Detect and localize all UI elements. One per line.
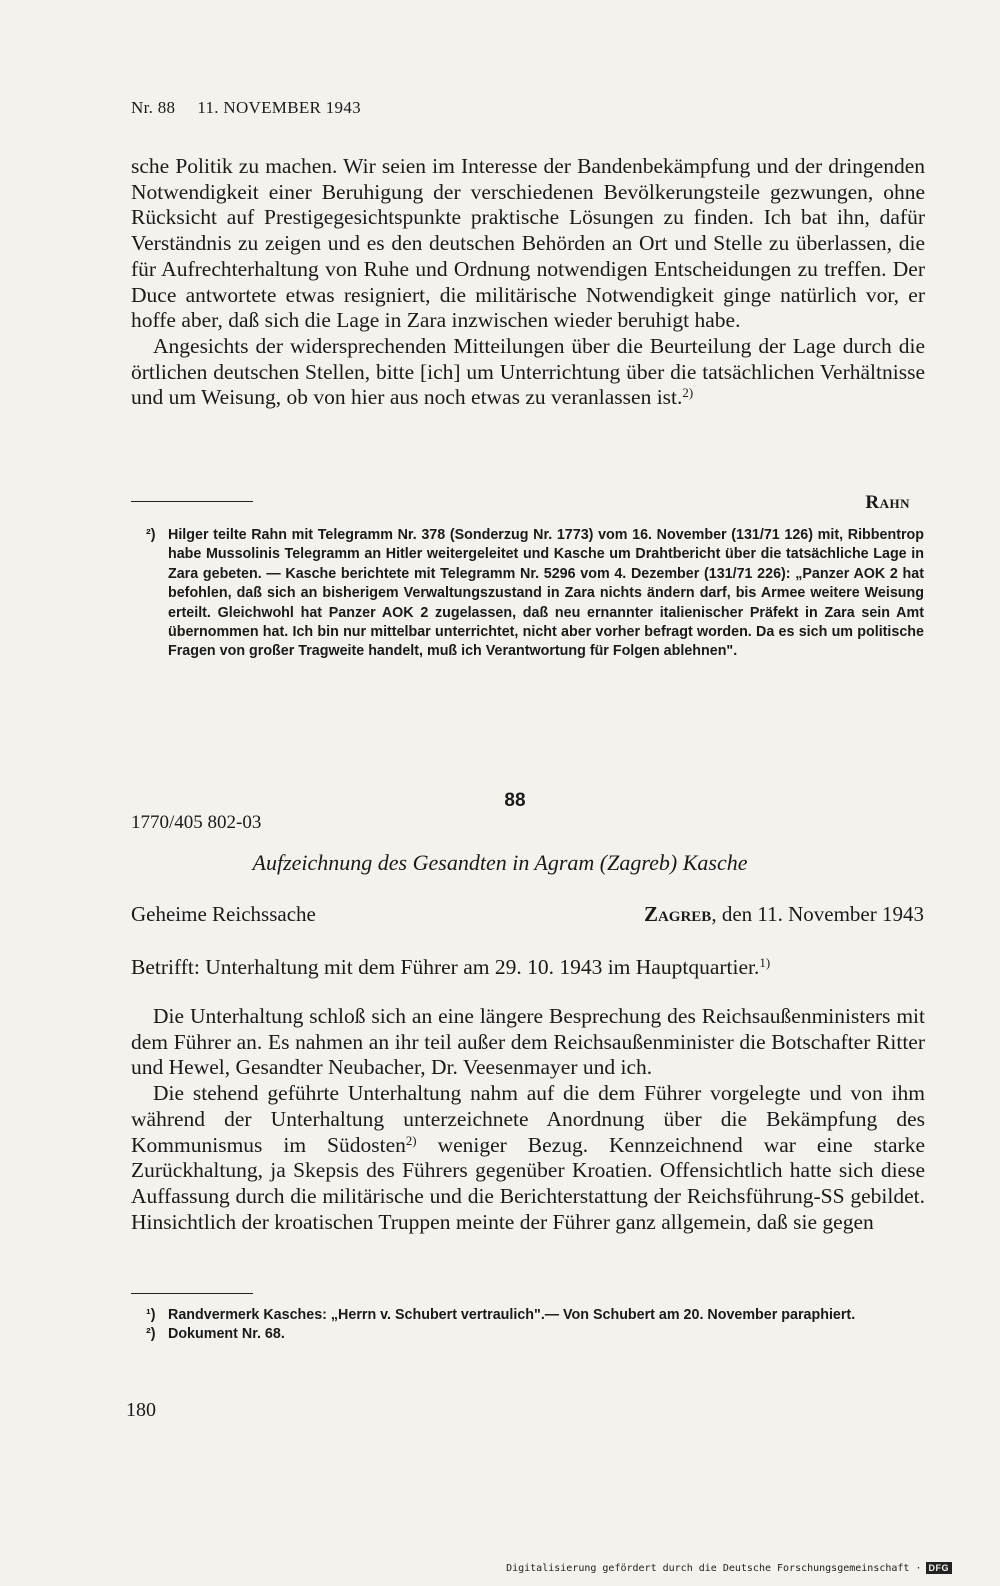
footnote-text: Hilger teilte Rahn mit Telegramm Nr. 378 (Sonderzug Nr. 1773) vom 16. November (131/71 126) mit, Ribbentrop habe Mussolinis Telegramm an Hitler weitergeleitet und Kasche um Drahtbericht über die tatsächliche Lage in Zara gebeten. — Kasche berichtete mit Telegramm Nr. 5296 vom 4. Dezember (131/71 226): „Panzer AOK 2 hat befohlen, daß sich an bisherigem Verwaltungszustand in Zara nichts ändern darf, bis Armee weitere Weisung erteilt. Gleichwohl hat Panzer AOK 2 zugelassen, daß neu ernannter italienischer Präfekt in Zara sein Amt übernommen hat. Ich bin nur mittelbar unterrichtet, nicht aber vorher befragt worden. Da es sich um politische Fragen von großer Tragweite handelt, muß ich Verantwortung für Folgen ablehnen". — [168, 527, 924, 660]
footnote — [146, 1325, 924, 1344]
footnotes-section — [146, 526, 924, 662]
paragraph-text: Angesichts der widersprechenden Mitteilungen über die Beurteilung der Lage durch die örtlichen deutschen Stellen, bitte [ich] um Unterrichtung über die tatsächlichen Verhältnisse und um Weisung, ob von hier aus noch etwas zu veranlassen ist. — [131, 333, 925, 410]
paragraph-text: Die stehend geführte Unterhaltung nahm auf die dem Führer vorgelegte und von ihm während der Unterhaltung unterzeichnete Anordnung über die Bekämpfung des Kommunismus im Südosten — [131, 1081, 925, 1157]
footnote-separator — [131, 1293, 253, 1294]
footnote-separator — [131, 501, 253, 502]
paragraph-text: weniger Bezug. Kennzeichnend war eine starke Zurückhaltung, ja Skepsis des Führers gegenüber Kroatien. Offensichtlich hatte sich diese Auffassung durch die militärische und die Berichterstattung der Reichsführung-SS gebildet. Hinsichtlich der kroatischen Truppen meinte der Führer ganz allgemein, daß sie gegen — [131, 1132, 925, 1234]
footnote-ref: 2) — [405, 1133, 417, 1148]
footnote-ref: 1) — [759, 955, 771, 970]
footnote-text: Dokument Nr. 68. — [168, 1326, 285, 1343]
footnote-mark: ¹) — [146, 1307, 156, 1323]
footnotes-section — [146, 1306, 924, 1345]
footnote — [146, 526, 924, 662]
place-date — [644, 902, 924, 927]
footnote-mark: ²) — [146, 1326, 156, 1343]
subject-line — [131, 955, 770, 980]
running-head — [131, 98, 361, 118]
date-line: , den 11. November 1943 — [711, 902, 924, 926]
signature: Rahn — [865, 492, 910, 513]
paragraph — [131, 334, 925, 411]
dfg-logo-icon: DFG — [926, 1562, 953, 1574]
footnote-text: Randvermerk Kasches: „Herrn v. Schubert vertraulich".— Von Schubert am 20. November paraphiert. — [168, 1307, 856, 1323]
classification: Geheime Reichssache — [131, 902, 316, 926]
credit-text: Digitalisierung gefördert durch die Deutsche Forschungsgemeinschaft · — [506, 1562, 922, 1574]
paragraph — [131, 1081, 925, 1235]
document-body — [131, 1004, 925, 1235]
document-number: 88 — [504, 790, 526, 811]
place: Zagreb — [643, 902, 712, 926]
footnote-mark: ²) — [146, 527, 156, 543]
running-head-date: 11. NOVEMBER 1943 — [197, 98, 361, 117]
digitization-credit — [506, 1562, 952, 1574]
document-title: Aufzeichnung des Gesandten in Agram (Zagreb) Kasche — [252, 850, 748, 875]
running-head-doc-number: Nr. 88 — [131, 98, 176, 117]
footnote — [146, 1306, 924, 1325]
subject-text: Betrifft: Unterhaltung mit dem Führer am 29. 10. 1943 im Hauptquartier. — [131, 955, 760, 979]
paragraph: Die Unterhaltung schloß sich an eine längere Besprechung des Reichsaußenministers mit dem Führer an. Es nahmen an ihr teil außer dem Reichsaußenminister die Botschafter Ritter und Hewel, Gesandter Neubacher, Dr. Veesenmayer und ich. — [131, 1004, 925, 1080]
page-number: 180 — [126, 1399, 156, 1421]
footnote-ref: 2) — [682, 386, 694, 401]
archive-reference: 1770/405 802-03 — [131, 812, 262, 833]
paragraph: sche Politik zu machen. Wir seien im Interesse der Bandenbekämpfung und der dringenden Notwendigkeit einer Beruhigung der verschiedenen Bevölkerungsteile gezwungen, ohne Rücksicht auf Prestigegesichtspunkte praktische Lösungen zu finden. Ich bat ihn, dafür Verständnis zu zeigen und es den deutschen Behörden an Ort und Stelle zu überlassen, die für Aufrechterhaltung von Ruhe und Ordnung notwendigen Entscheidungen zu treffen. Der Duce antwortete etwas resigniert, die militärische Notwendigkeit ginge natürlich vor, er hoffe aber, daß sich die Lage in Zara inzwischen wieder beruhigt habe. — [131, 154, 925, 333]
continued-text-block — [131, 154, 925, 411]
